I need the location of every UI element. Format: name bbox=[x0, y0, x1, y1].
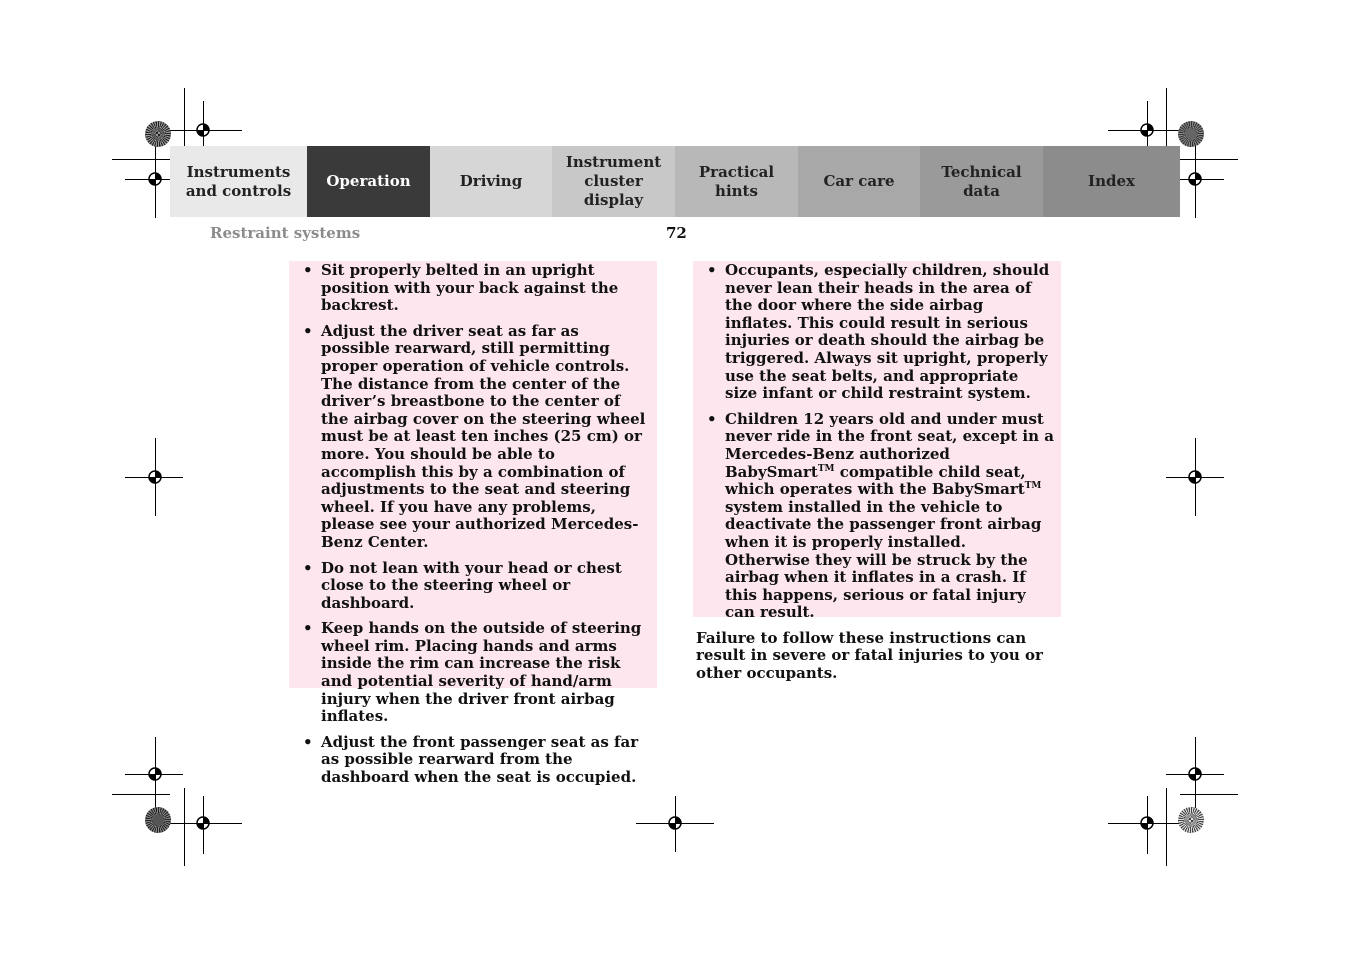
tab-index[interactable] bbox=[1043, 146, 1180, 217]
list-item: • Adjust the driver seat as far as possible rearward, still permitting proper operation of vehicle controls. The distance from the center of the driver’s breastbone to the center of the airbag cover on the steering wheel must be at least ten inches (25 cm) or more. You should be able to accomplish this by a combination of adjustments to the seat and steering wheel. If you have any problems, please see your authorized Mercedes-Benz Center. bbox=[289, 323, 651, 552]
tab-label: Technical data bbox=[941, 162, 1022, 200]
tab-label: Driving bbox=[459, 172, 523, 190]
tab-technical-data[interactable] bbox=[920, 146, 1043, 217]
tab-label: Operation bbox=[326, 172, 411, 190]
list-item: • Adjust the front passenger seat as far as possible rearward from the dashboard when the seat is occupied. bbox=[289, 734, 651, 787]
item-text: system installed in the vehicle to deactivate the passenger front airbag when it is properly installed. Otherwise they will be struck by the airbag when it inflates in a crash. If this happens, serious or fatal injury can result. bbox=[725, 497, 1042, 622]
registration-target-icon bbox=[193, 813, 213, 833]
star-target-light-icon bbox=[1178, 807, 1204, 833]
item-text: Children 12 years old and under must never ride in the front seat, except in a Mercedes-Benz authorized BabySmart bbox=[725, 409, 1054, 481]
trademark-symbol: TM bbox=[817, 463, 835, 474]
registration-target-icon bbox=[145, 764, 165, 784]
warning-box-right bbox=[693, 261, 1061, 683]
registration-target-icon bbox=[665, 813, 685, 833]
star-target-dark-icon bbox=[1178, 121, 1204, 147]
list-item: • Keep hands on the outside of steering wheel rim. Placing hands and arms inside the rim can increase the risk and potential severity of hand/arm injury when the driver front airbag inflates. bbox=[289, 620, 651, 726]
registration-target-icon bbox=[145, 169, 165, 189]
list-item: • Occupants, especially children, should never lean their heads in the area of the door where the side airbag inflates. This could result in serious injuries or death should the airbag be triggered. Always sit upright, properly use the seat belts, and appropriate size infant or child restraint system. bbox=[693, 262, 1055, 403]
tab-label: Car care bbox=[823, 172, 895, 190]
registration-target-icon bbox=[1185, 764, 1205, 784]
warning-footer: Failure to follow these instructions can result in severe or fatal injuries to you or other occupants. bbox=[696, 628, 1043, 683]
item-text: compatible child seat, which operates with the BabySmart bbox=[725, 462, 1026, 499]
registration-target-icon bbox=[1137, 813, 1157, 833]
warning-box-left bbox=[289, 261, 657, 787]
section-title: Restraint systems bbox=[210, 224, 361, 242]
tab-label: Instruments and controls bbox=[185, 162, 292, 200]
tab-instruments-and-controls[interactable] bbox=[170, 146, 307, 217]
tab-car-care[interactable] bbox=[798, 146, 920, 217]
star-target-dark-icon bbox=[145, 807, 171, 833]
tab-operation[interactable] bbox=[307, 146, 430, 217]
list-item bbox=[693, 411, 1055, 622]
registration-target-icon bbox=[1185, 169, 1205, 189]
list-item: • Do not lean with your head or chest close to the steering wheel or dashboard. bbox=[289, 560, 651, 613]
tab-driving[interactable] bbox=[430, 146, 552, 217]
registration-target-icon bbox=[193, 120, 213, 140]
registration-target-icon bbox=[1137, 120, 1157, 140]
tab-label: Instrument cluster display bbox=[565, 153, 662, 209]
tab-practical-hints[interactable] bbox=[675, 146, 798, 217]
tab-label: Practical hints bbox=[698, 162, 775, 200]
tab-label: Index bbox=[1088, 172, 1135, 190]
registration-target-icon bbox=[145, 467, 165, 487]
section-tabs bbox=[170, 146, 1180, 217]
registration-target-icon bbox=[1185, 467, 1205, 487]
tab-instrument-cluster-display[interactable] bbox=[552, 146, 675, 217]
warning-list bbox=[693, 262, 1055, 622]
list-item: • Sit properly belted in an upright position with your back against the backrest. bbox=[289, 262, 651, 315]
trademark-symbol: TM bbox=[1024, 481, 1042, 492]
page-number: 72 bbox=[666, 224, 687, 242]
star-target-dark-icon bbox=[145, 121, 171, 147]
warning-list bbox=[289, 262, 651, 787]
